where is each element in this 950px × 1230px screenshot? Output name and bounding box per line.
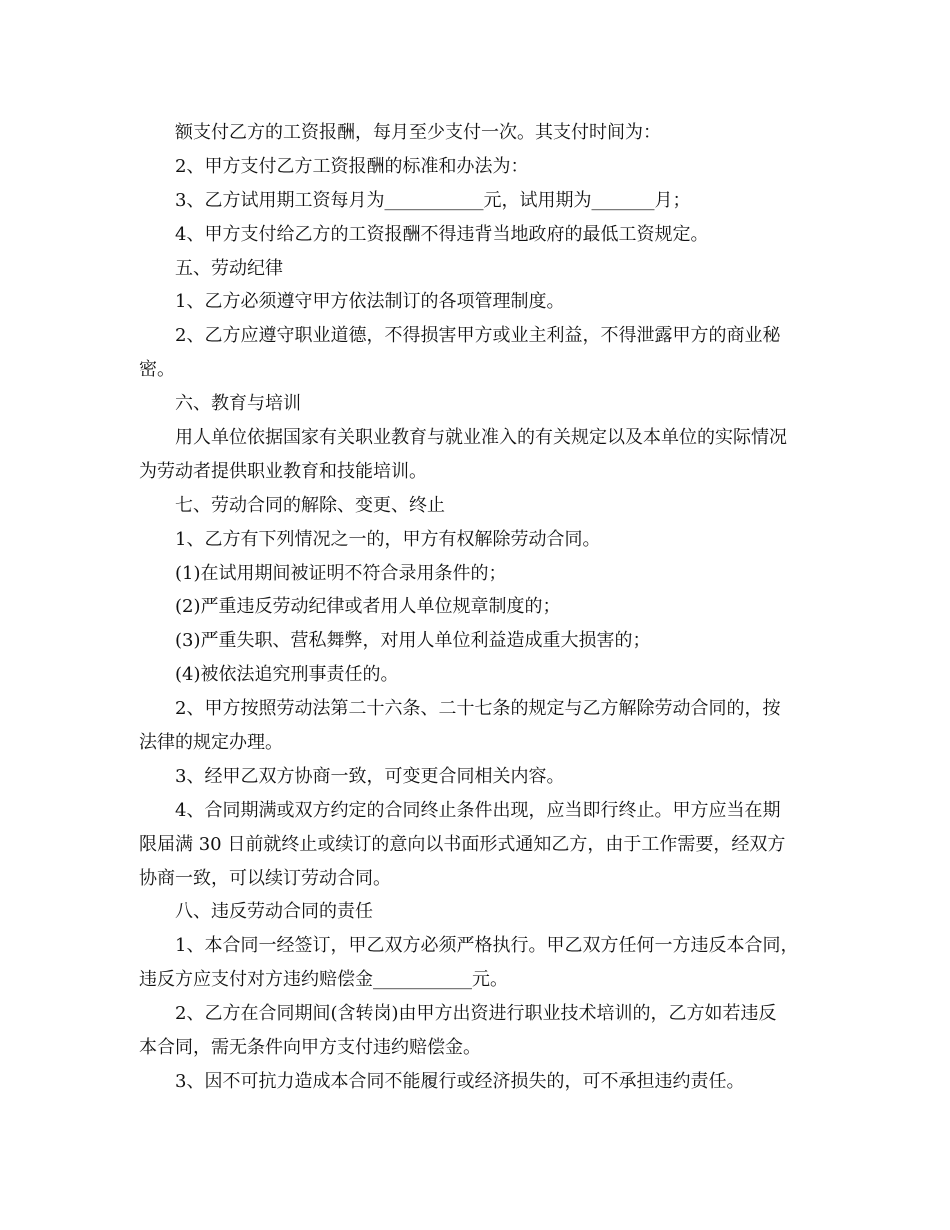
text-line: 2、乙方在合同期间(含转岗)由甲方出资进行职业技术培训的，乙方如若违反 [175,1003,777,1025]
text-line: 密。 [139,359,175,381]
text-line: 协商一致，可以续订劳动合同。 [139,867,391,889]
text-line: (1)在试用期间被证明不符合录用条件的； [175,562,507,584]
text-line: 法律的规定办理。 [139,732,283,754]
text-line: (4)被依法追究刑事责任的。 [175,664,399,686]
text-line: 3、经甲乙双方协商一致，可变更合同相关内容。 [175,765,565,787]
document-body [139,116,819,1099]
text-line: 1、本合同一经签订，甲乙双方必须严格执行。甲乙双方任何一方违反本合同， [175,935,799,957]
text-line: 额支付乙方的工资报酬，每月至少支付一次。其支付时间为： [175,122,661,143]
text-line: 2、乙方应遵守职业道德，不得损害甲方或业主利益，不得泄露甲方的商业秘 [175,325,781,347]
text-line: (3)严重失职、营私舞弊，对用人单位利益造成重大损害的； [175,630,651,652]
text-line: 4、甲方支付给乙方的工资报酬不得违背当地政府的最低工资规定。 [175,223,709,245]
text-line: 1、乙方必须遵守甲方依法制订的各项管理制度。 [175,291,565,313]
section-heading: 五、劳动纪律 [175,257,283,279]
text-line: 为劳动者提供职业教育和技能培训。 [139,460,427,482]
text-line: (2)严重违反劳动纪律或者用人单位规章制度的； [175,596,561,618]
text-line: 用人单位依据国家有关职业教育与就业准入的有关规定以及本单位的实际情况 [175,427,787,449]
text-line: 4、合同期满或双方约定的合同终止条件出现，应当即行终止。甲方应当在期 [175,799,781,821]
section-heading: 七、劳动合同的解除、变更、终止 [175,494,445,516]
section-heading: 六、教育与培训 [175,393,301,415]
text-line: 2、甲方支付乙方工资报酬的标准和办法为： [175,155,529,177]
text-line: 1、乙方有下列情况之一的，甲方有权解除劳动合同。 [175,528,601,550]
text-line: 违反方应支付对方违约赔偿金___________元。 [139,969,508,991]
text-line: 本合同，需无条件向甲方支付违约赔偿金。 [139,1037,481,1059]
text-line: 2、甲方按照劳动法第二十六条、二十七条的规定与乙方解除劳动合同的，按 [175,698,781,720]
text-line: 3、乙方试用期工资每月为___________元，试用期为_______月； [175,189,691,211]
text-line: 限届满 30 日前就终止或续订的意向以书面形式通知乙方，由于工作需要，经双方 [139,833,786,855]
section-heading: 八、违反劳动合同的责任 [175,901,373,923]
text-line: 3、因不可抗力造成本合同不能履行或经济损失的，可不承担违约责任。 [175,1070,745,1092]
